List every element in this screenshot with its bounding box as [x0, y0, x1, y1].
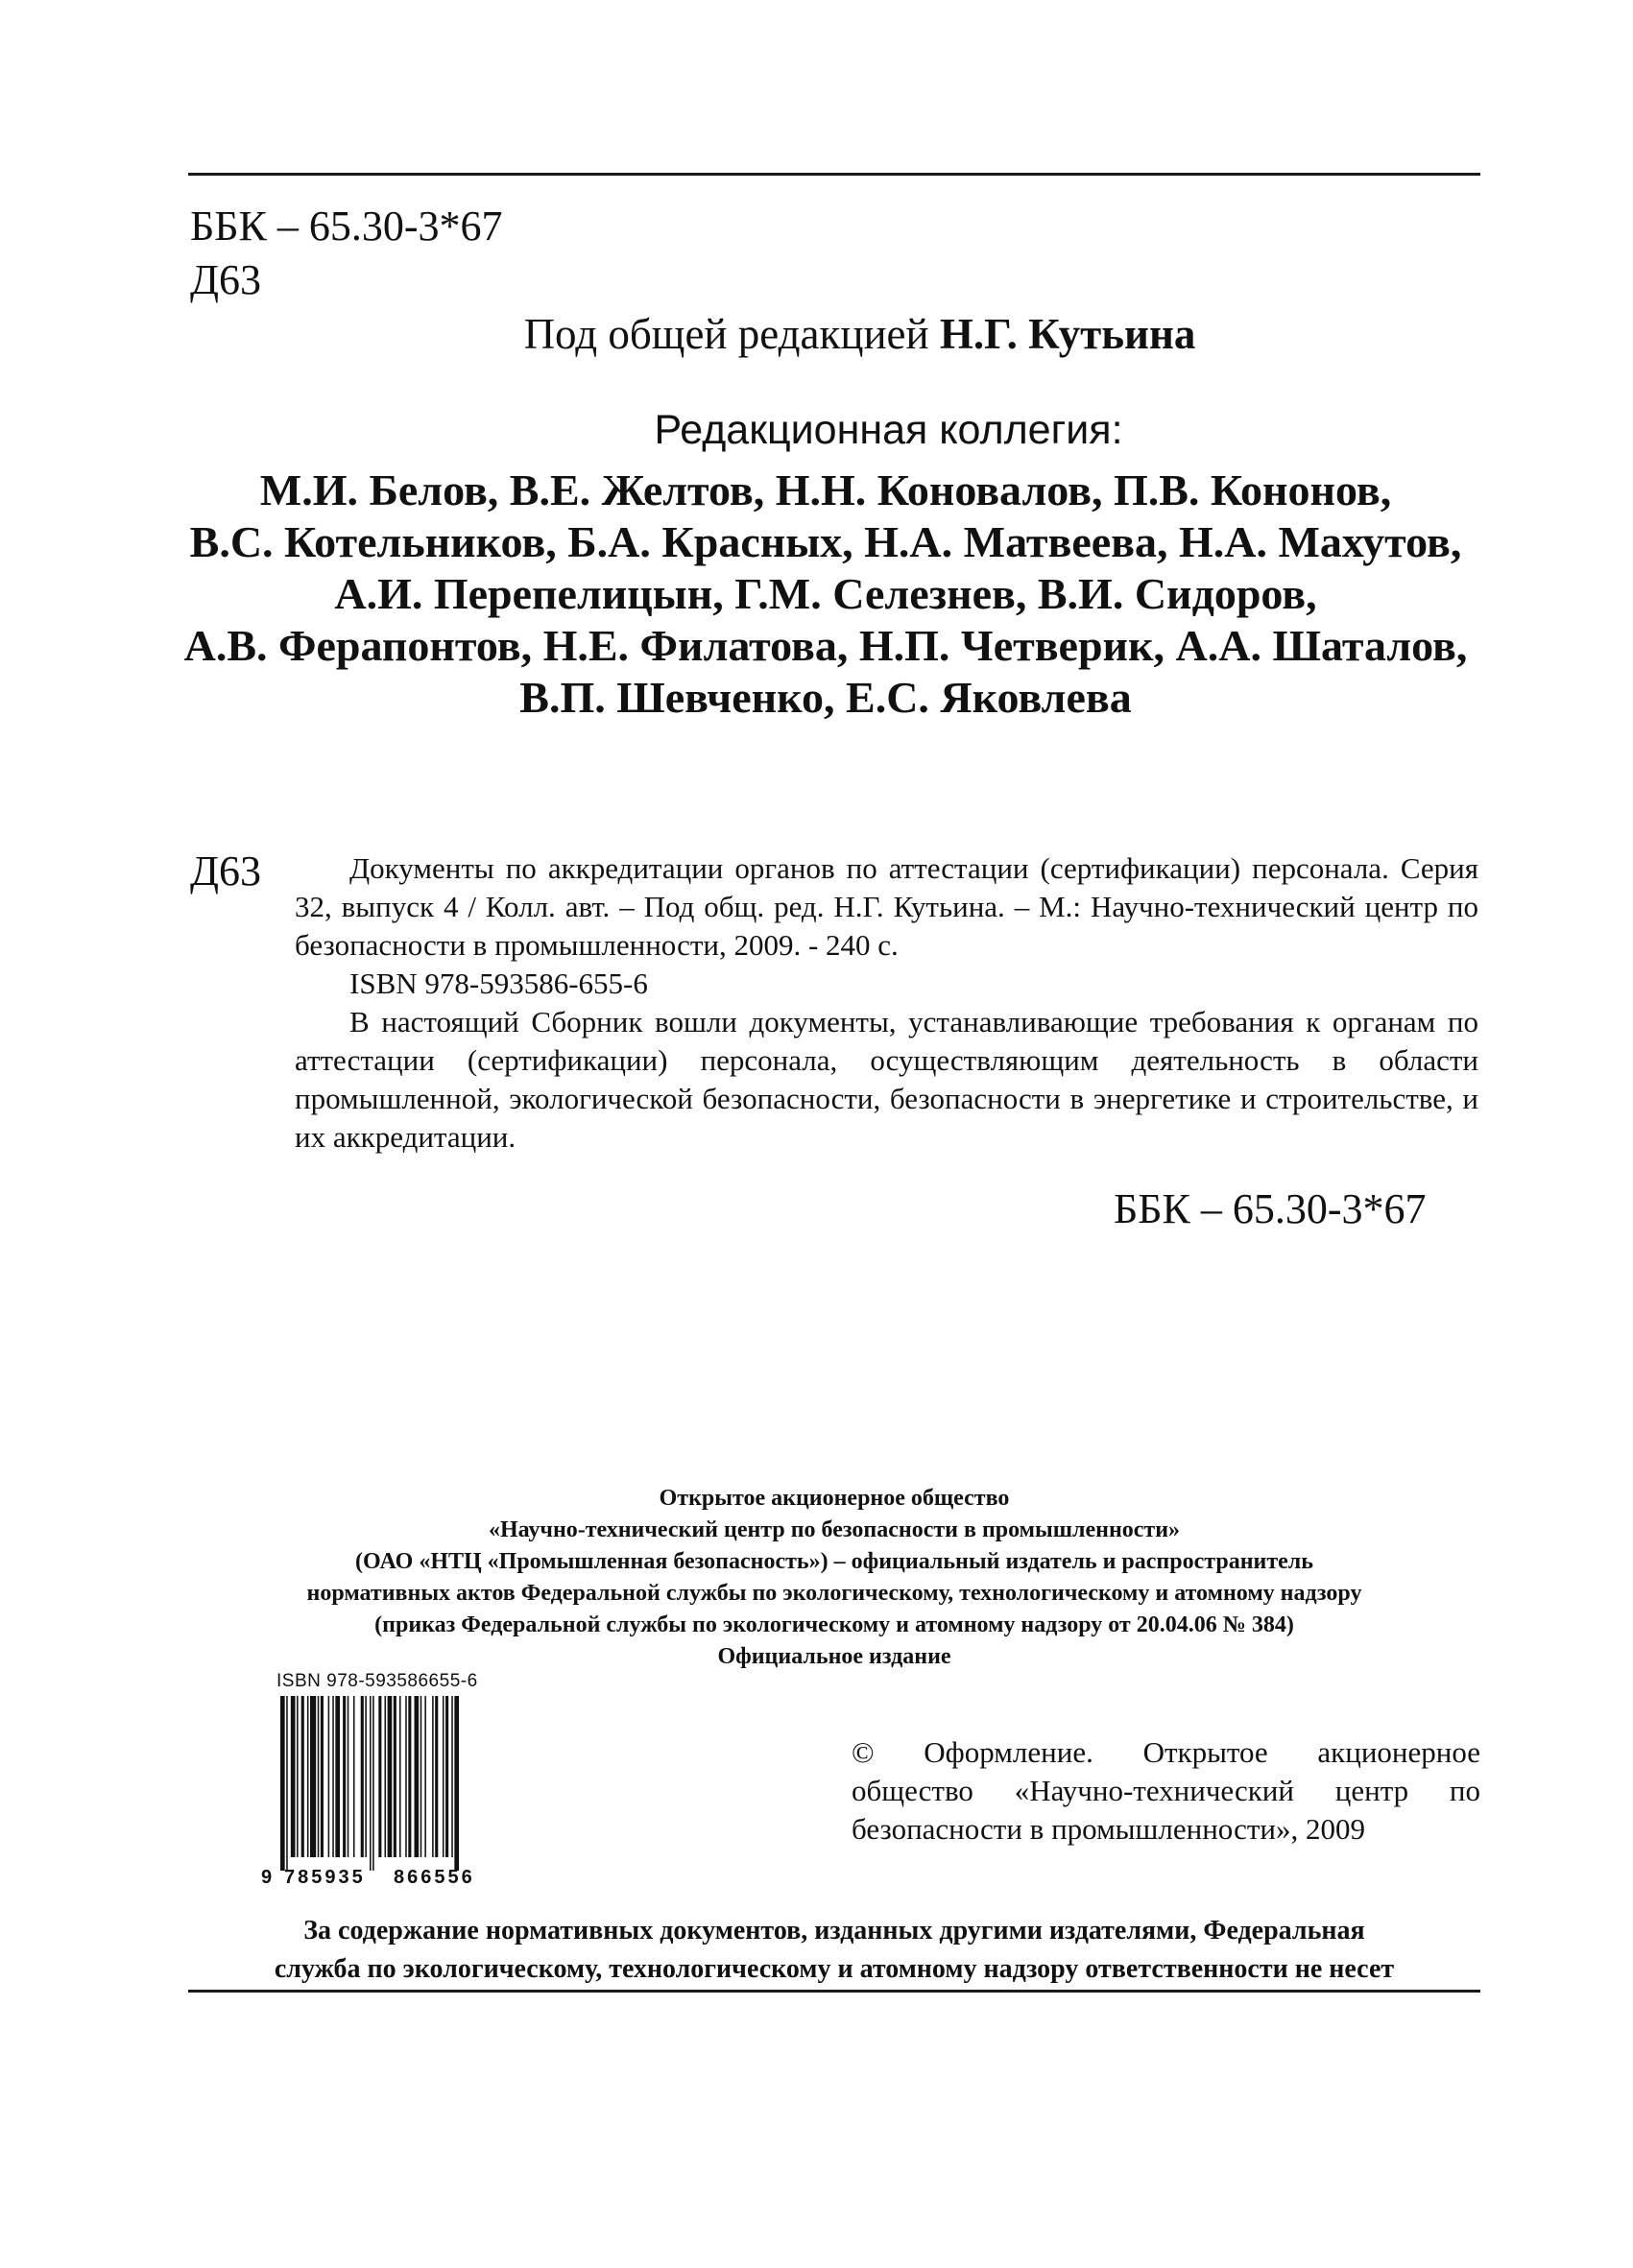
editorial-board-title: Редакционная коллегия:: [654, 407, 1123, 453]
responsibility-disclaimer: [188, 1912, 1480, 1989]
barcode-bar: [353, 1696, 355, 1857]
barcode-bar: [405, 1696, 407, 1857]
barcode-bar: [372, 1696, 374, 1871]
barcode-bar: [454, 1696, 459, 1871]
publisher-line: «Научно-технический центр по безопасности в промышленности»: [488, 1517, 1181, 1542]
barcode-bar: [435, 1696, 438, 1857]
publisher-line: (приказ Федеральной службы по экологическому и атомному надзору от 20.04.06 № 384): [374, 1612, 1294, 1637]
barcode-bar: [361, 1696, 364, 1857]
board-line: А.В. Ферапонтов, Н.Е. Филатова, Н.П. Четверик, А.А. Шаталов,: [183, 621, 1468, 670]
publisher-info: [188, 1483, 1480, 1673]
barcode-bar: [443, 1696, 444, 1857]
barcode-isbn-label: ISBN 978-593586655-6: [276, 1671, 478, 1691]
barcode-bar: [318, 1696, 320, 1857]
disclaimer-line: За содержание нормативных документов, изданных другими издателями, Федеральная: [303, 1916, 1365, 1946]
board-line: М.И. Белов, В.Е. Желтов, Н.Н. Коновалов, П.В. Кононов,: [259, 466, 1392, 514]
barcode-bar: [310, 1696, 316, 1857]
board-line: В.П. Шевченко, Е.С. Яковлева: [519, 673, 1132, 722]
publisher-line: (ОАО «НТЦ «Промышленная безопасность») – официальный издатель и распространитель: [355, 1549, 1313, 1574]
barcode-bar: [291, 1696, 296, 1857]
top-rule: [188, 173, 1480, 176]
barcode-bar: [328, 1696, 330, 1857]
publisher-line: Официальное издание: [717, 1644, 951, 1669]
annotation-text: В настоящий Сборник вошли документы, устанавливающие требования к органам по аттестации (сертификации) персонала, осуществляющим деятельность в области промышленной, экологической безопасности, безопасности в энергетике и строительстве, и их аккредитации.: [295, 1005, 1478, 1154]
barcode-bar: [385, 1696, 387, 1857]
barcode-left-digits: 785935: [284, 1867, 366, 1886]
board-line: А.И. Перепелицын, Г.М. Селезнев, В.И. Сидоров,: [334, 569, 1317, 618]
barcode-bar: [408, 1696, 411, 1857]
barcode-bar: [332, 1696, 334, 1857]
bibliographic-record: [295, 849, 1478, 1157]
barcode-bar: [335, 1696, 340, 1857]
barcode-bar: [432, 1696, 434, 1857]
barcode-bar: [451, 1696, 453, 1857]
barcode-bar: [343, 1696, 346, 1857]
barcode-bar: [420, 1696, 422, 1857]
barcode-bar: [301, 1696, 304, 1857]
barcode-bar: [388, 1696, 393, 1857]
bottom-rule: [188, 1990, 1480, 1993]
barcode-bar: [378, 1696, 381, 1857]
board-line: В.С. Котельников, Б.А. Красных, Н.А. Матвеева, Н.А. Махутов,: [189, 517, 1462, 566]
bbk-code: ББК – 65.30-3*67: [190, 203, 503, 250]
bibliography-index: Д63: [190, 848, 262, 895]
editor-prefix: Под общей редакцией: [523, 310, 929, 358]
isbn-barcode: [259, 1694, 509, 1886]
copyright-text: © Оформление. Открытое акционерное общество «Научно-технический центр по безопасности в промышленности», 2009: [852, 1735, 1480, 1846]
barcode-bar: [297, 1696, 299, 1857]
barcode-bar: [399, 1696, 401, 1857]
bbk-code-bottom: ББК – 65.30-3*67: [1114, 1185, 1427, 1232]
barcode-bar: [307, 1696, 309, 1857]
barcode-bars: [280, 1696, 459, 1871]
general-editor: [0, 305, 1633, 363]
barcode-right-digits: 866556: [394, 1867, 475, 1886]
barcode-bar: [348, 1696, 349, 1857]
barcode-bar: [415, 1696, 420, 1857]
barcode-bar: [424, 1696, 426, 1857]
publisher-line: нормативных актов Федеральной службы по экологическому, технологическому и атомному надзору: [306, 1581, 1362, 1606]
barcode-first-digit: 9: [261, 1867, 273, 1886]
editorial-board-members: [173, 465, 1478, 724]
barcode-bar: [286, 1696, 288, 1871]
barcode-bar: [370, 1696, 372, 1871]
copyright-notice: [852, 1733, 1480, 1849]
barcode-bar: [365, 1696, 367, 1857]
publisher-line: Открытое акционерное общество: [659, 1486, 1010, 1511]
barcode-bar: [321, 1696, 324, 1857]
barcode-bar: [445, 1696, 448, 1857]
barcode-bar: [394, 1696, 396, 1857]
editor-name: Н.Г. Кутьина: [939, 310, 1196, 358]
isbn-text: ISBN 978-593586-655-6: [349, 967, 648, 1000]
author-index: Д63: [190, 256, 262, 303]
disclaimer-line: служба по экологическому, технологическому и атомному надзору ответственности не несет: [274, 1954, 1395, 1984]
record-text: Документы по аккредитации органов по аттестации (сертификации) персонала. Серия 32, выпуск 4 / Колл. авт. – Под общ. ред. Н.Г. Кутьина. – М.: Научно-технический центр по безопасности в промышленности, 2009. - 240 с.: [295, 851, 1478, 962]
barcode-bar: [280, 1696, 285, 1871]
